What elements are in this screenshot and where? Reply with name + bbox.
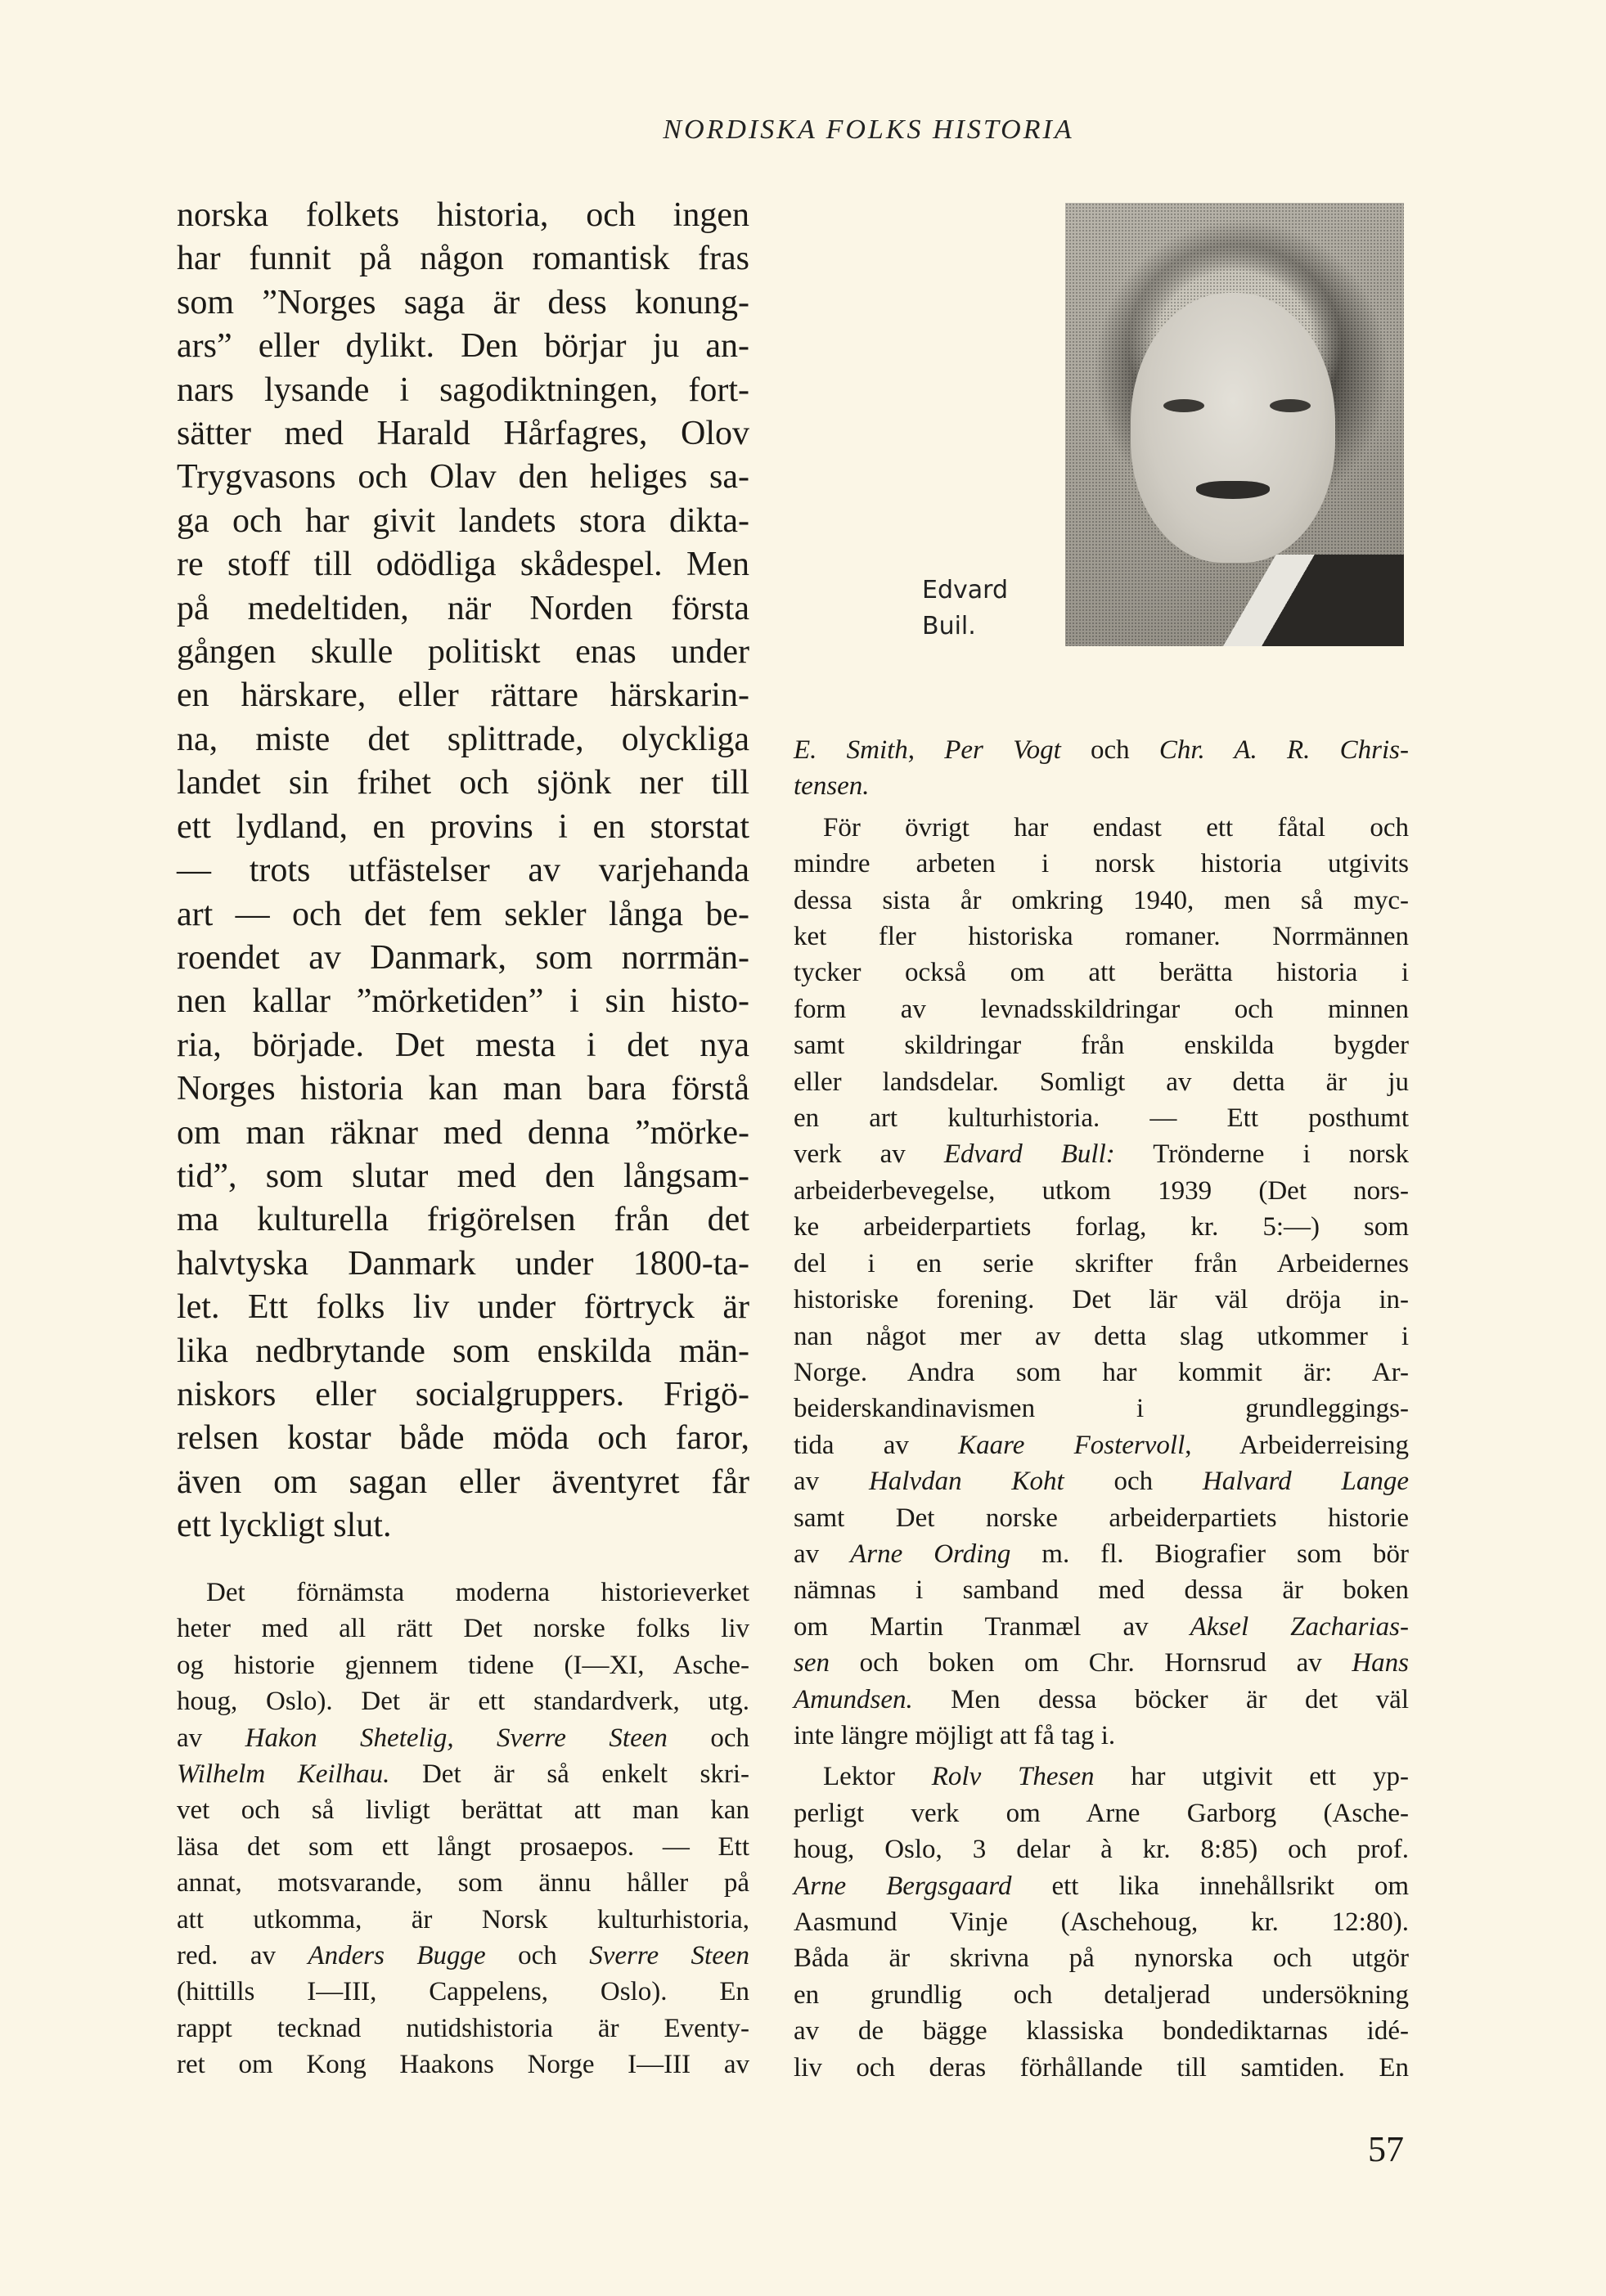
text-run: beiderskandinavismen i grundleggings- bbox=[794, 1394, 1409, 1424]
text-run: roendet av Danmark, som norrmän- bbox=[177, 938, 749, 977]
text-line bbox=[177, 1198, 749, 1242]
text-line bbox=[177, 1575, 749, 1611]
text-run: en grundlig och detaljerad undersökning bbox=[794, 1979, 1409, 2010]
text-run: form av levnadsskildringar och minnen bbox=[794, 994, 1409, 1024]
text-line bbox=[177, 1611, 749, 1647]
text-line bbox=[794, 1246, 1409, 1282]
text-line bbox=[177, 1417, 749, 1460]
text-line bbox=[177, 1286, 749, 1329]
text-line bbox=[177, 1242, 749, 1286]
text-run: ret om Kong Haakons Norge I—III av bbox=[177, 2050, 749, 2080]
text-run: ett lika innehållsrikt om bbox=[1011, 1871, 1410, 1901]
text-run: på medeltiden, när Norden första bbox=[177, 589, 749, 627]
text-line bbox=[177, 631, 749, 674]
italic-text-run: Anders Bugge bbox=[308, 1941, 486, 1971]
portrait-photo bbox=[1065, 203, 1404, 646]
text-line bbox=[177, 1938, 749, 1974]
text-run: tid”, som slutar med den långsam- bbox=[177, 1157, 749, 1195]
text-line bbox=[177, 1974, 749, 2010]
italic-text-run: Chr. A. R. Chris- bbox=[1158, 735, 1409, 765]
text-line bbox=[177, 1756, 749, 1792]
text-run: perligt verk om Arne Garborg (Asche- bbox=[794, 1798, 1409, 1828]
text-line bbox=[794, 1682, 1409, 1718]
page-number: 57 bbox=[1368, 2129, 1404, 2169]
text-run: tycker också om att berätta historia i bbox=[794, 958, 1409, 988]
text-run: av bbox=[794, 1467, 869, 1497]
text-line bbox=[794, 1718, 1409, 1754]
text-line bbox=[177, 980, 749, 1023]
text-run: Trönderne i norsk bbox=[1114, 1139, 1409, 1170]
text-run: nen kallar ”mörketiden” i sin histo- bbox=[177, 982, 749, 1021]
text-run: och bbox=[485, 1941, 590, 1971]
italic-text-run: Arne Ording bbox=[850, 1539, 1011, 1569]
text-run: och bbox=[1060, 735, 1159, 765]
italic-text-run: Kaare Fostervoll bbox=[958, 1430, 1185, 1460]
text-run: Det är så enkelt skri- bbox=[389, 1759, 749, 1790]
text-run: arbeiderbevegelse, utkom 1939 (Det nors- bbox=[794, 1175, 1409, 1206]
italic-text-run: Edvard Bull: bbox=[943, 1139, 1115, 1170]
italic-text-run: Amundsen. bbox=[794, 1684, 913, 1714]
text-run: , Arbeiderreising bbox=[1185, 1430, 1409, 1460]
text-line bbox=[177, 369, 749, 412]
text-line bbox=[794, 1100, 1409, 1136]
text-line bbox=[794, 1609, 1409, 1645]
text-run: Men dessa böcker är det väl bbox=[912, 1684, 1409, 1714]
text-run: historiske forening. Det lär väl dröja in- bbox=[794, 1285, 1409, 1315]
text-line bbox=[794, 1319, 1409, 1355]
text-line bbox=[177, 1902, 749, 1938]
text-run: av bbox=[794, 1539, 851, 1569]
photo-caption-line: Buil. bbox=[922, 612, 976, 640]
italic-text-run: Halvard Lange bbox=[1202, 1467, 1410, 1497]
text-run: ars” eller dylikt. Den börjar ju an- bbox=[177, 327, 749, 366]
italic-text-run: Aksel Zacharias- bbox=[1190, 1611, 1409, 1642]
text-run: halvtyska Danmark under 1800-ta- bbox=[177, 1244, 749, 1283]
photo-caption-line: Edvard bbox=[922, 576, 1008, 604]
italic-text-run: Hans bbox=[1352, 1648, 1409, 1678]
text-run: m. fl. Biografier som bör bbox=[1010, 1539, 1410, 1569]
text-line bbox=[794, 919, 1409, 955]
left-column-small-text bbox=[177, 1575, 749, 2083]
italic-text-run: Wilhelm Keilhau. bbox=[177, 1759, 390, 1790]
text-run: För övrigt har endast ett fåtal och bbox=[823, 812, 1409, 842]
text-line bbox=[794, 846, 1409, 882]
running-head bbox=[0, 115, 1606, 146]
text-run: ma kulturella frigörelsen från det bbox=[177, 1201, 749, 1239]
text-run: houg, Oslo, 3 delar à kr. 8:85) och prof. bbox=[794, 1835, 1409, 1865]
text-line bbox=[794, 1427, 1409, 1463]
text-run: mindre arbeten i norsk historia utgivits bbox=[794, 849, 1409, 879]
text-line bbox=[794, 1209, 1409, 1245]
text-run: samt Det norske arbeiderpartiets historie bbox=[794, 1503, 1409, 1533]
text-run: Norge. Andra som har kommit är: Ar- bbox=[794, 1357, 1409, 1387]
text-line bbox=[794, 1759, 1409, 1795]
text-line bbox=[177, 1504, 749, 1548]
text-run: relsen kostar både möda och faror, bbox=[177, 1419, 749, 1458]
text-run: även om sagan eller äventyret får bbox=[177, 1463, 749, 1501]
italic-text-run: Hakon Shetelig, Sverre Steen bbox=[245, 1723, 668, 1753]
text-line bbox=[177, 1461, 749, 1504]
italic-text-run: sen bbox=[794, 1648, 830, 1678]
text-line bbox=[177, 325, 749, 368]
text-run: landet sin frihet och sjönk ner till bbox=[177, 764, 749, 802]
text-line bbox=[794, 1027, 1409, 1063]
text-run: av de bägge klassiska bondediktarnas idé- bbox=[794, 2016, 1409, 2047]
text-line bbox=[177, 849, 749, 892]
text-line bbox=[794, 1500, 1409, 1536]
text-run: liv och deras förhållande till samtiden. En bbox=[794, 2052, 1409, 2083]
text-run: att utkomma, är Norsk kulturhistoria, bbox=[177, 1904, 749, 1934]
text-line bbox=[177, 1373, 749, 1417]
text-run: let. Ett folks liv under förtryck är bbox=[177, 1288, 749, 1327]
text-run: ett lyckligt slut. bbox=[177, 1507, 392, 1545]
text-line bbox=[177, 718, 749, 762]
text-run: som ”Norges saga är dess konung- bbox=[177, 283, 749, 321]
text-run: om Martin Tranmæl av bbox=[794, 1611, 1190, 1642]
text-run: og historie gjennem tidene (I—XI, Asche- bbox=[177, 1650, 749, 1680]
text-line bbox=[177, 543, 749, 586]
text-line bbox=[794, 1795, 1409, 1831]
text-line bbox=[177, 412, 749, 456]
text-line bbox=[794, 768, 1409, 804]
italic-text-run: Sverre Steen bbox=[589, 1941, 749, 1971]
text-run: rappt tecknad nutidshistoria är Eventy- bbox=[177, 2013, 749, 2043]
italic-text-run: E. Smith, Per Vogt bbox=[794, 735, 1061, 765]
running-head-text: NORDISKA FOLKS HISTORIA bbox=[663, 115, 1074, 145]
portrait-eyes bbox=[1163, 399, 1311, 416]
text-line bbox=[177, 1683, 749, 1719]
text-run: na, miste det splittrade, olyckliga bbox=[177, 720, 749, 758]
text-line bbox=[177, 893, 749, 937]
text-line bbox=[177, 674, 749, 717]
text-line bbox=[177, 1792, 749, 1828]
italic-text-run: Halvdan Koht bbox=[868, 1467, 1064, 1497]
text-line bbox=[177, 1112, 749, 1155]
portrait-coat bbox=[1180, 555, 1404, 646]
text-run: en art kulturhistoria. — Ett posthumt bbox=[794, 1103, 1409, 1134]
text-run: Norges historia kan man bara förstå bbox=[177, 1070, 749, 1108]
text-run: Aasmund Vinje (Aschehoug, kr. 12:80). bbox=[794, 1907, 1409, 1937]
text-line bbox=[794, 1868, 1409, 1904]
text-line bbox=[177, 1024, 749, 1067]
text-line bbox=[794, 1282, 1409, 1318]
text-line bbox=[794, 1904, 1409, 1940]
text-line bbox=[794, 2050, 1409, 2086]
text-line bbox=[794, 1173, 1409, 1209]
text-line bbox=[794, 883, 1409, 919]
text-run: Lektor bbox=[823, 1762, 932, 1792]
photo-caption bbox=[922, 573, 1008, 645]
text-line bbox=[794, 1572, 1409, 1608]
left-column-main-text bbox=[177, 194, 749, 1548]
text-line bbox=[177, 2011, 749, 2047]
text-run: houg, Oslo). Det är ett standardverk, utg. bbox=[177, 1687, 749, 1717]
text-run: av bbox=[177, 1723, 245, 1753]
text-run: läsa det som ett långt prosaepos. — Ett bbox=[177, 1831, 749, 1862]
text-run: heter med all rätt Det norske folks liv bbox=[177, 1614, 749, 1644]
text-line bbox=[794, 991, 1409, 1027]
text-run: ria, började. Det mesta i det nya bbox=[177, 1026, 749, 1064]
text-line bbox=[794, 1831, 1409, 1867]
text-run: (hittills I—III, Cappelens, Oslo). En bbox=[177, 1977, 749, 2007]
text-line bbox=[177, 2047, 749, 2083]
italic-text-run: Arne Bergsgaard bbox=[794, 1871, 1012, 1901]
text-run: sätter med Harald Hårfagres, Olov bbox=[177, 415, 749, 453]
text-run: ett lydland, en provins i en storstat bbox=[177, 807, 749, 846]
text-line bbox=[794, 1064, 1409, 1100]
text-run: gången skulle politiskt enas under bbox=[177, 633, 749, 672]
text-line bbox=[794, 955, 1409, 991]
text-run: del i en serie skrifter från Arbeidernes bbox=[794, 1248, 1409, 1278]
text-run: om man räknar med denna ”mörke- bbox=[177, 1113, 749, 1152]
text-run: dessa sista år omkring 1940, men så myc- bbox=[794, 885, 1409, 915]
text-run: ga och har givit landets stora dikta- bbox=[177, 501, 749, 540]
text-run: Trygvasons och Olav den heliges sa- bbox=[177, 458, 749, 496]
text-run: och bbox=[667, 1723, 749, 1753]
text-run: eller landsdelar. Somligt av detta är ju bbox=[794, 1067, 1409, 1097]
text-line bbox=[794, 1391, 1409, 1427]
text-line bbox=[177, 937, 749, 980]
text-run: en härskare, eller rättare härskarin- bbox=[177, 676, 749, 715]
right-column-text bbox=[794, 732, 1409, 2086]
text-line bbox=[177, 1155, 749, 1198]
text-line bbox=[177, 500, 749, 543]
text-line bbox=[794, 1977, 1409, 2013]
portrait-face bbox=[1131, 293, 1335, 563]
text-line bbox=[794, 2013, 1409, 2049]
text-run: annat, motsvarande, som ännu håller på bbox=[177, 1868, 749, 1898]
text-run: och bbox=[1064, 1467, 1203, 1497]
text-run: nan något mer av detta slag utkommer i bbox=[794, 1321, 1409, 1351]
text-line bbox=[177, 1647, 749, 1683]
italic-text-run: Rolv Thesen bbox=[931, 1762, 1095, 1792]
text-line bbox=[177, 1067, 749, 1111]
text-run: vet och så livligt berättat att man kan bbox=[177, 1795, 749, 1826]
text-line bbox=[177, 1720, 749, 1756]
text-run: har utgivit ett yp- bbox=[1094, 1762, 1409, 1792]
text-line bbox=[177, 1865, 749, 1901]
italic-text-run: tensen. bbox=[794, 771, 870, 802]
text-run: norska folkets historia, och ingen bbox=[177, 196, 749, 234]
text-line bbox=[794, 1136, 1409, 1172]
text-line bbox=[177, 1330, 749, 1373]
text-line bbox=[794, 1463, 1409, 1499]
text-run: red. av bbox=[177, 1941, 308, 1971]
text-line bbox=[177, 587, 749, 631]
text-run: Det förnämsta moderna historieverket bbox=[206, 1578, 749, 1607]
text-run: tida av bbox=[794, 1430, 959, 1460]
text-run: nämnas i samband med dessa är boken bbox=[794, 1575, 1409, 1606]
text-run: — trots utfästelser av varjehanda bbox=[177, 851, 749, 890]
text-line bbox=[177, 237, 749, 281]
text-line bbox=[177, 762, 749, 805]
text-line bbox=[177, 1829, 749, 1865]
text-line bbox=[794, 810, 1409, 846]
text-run: har funnit på någon romantisk fras bbox=[177, 240, 749, 278]
text-line bbox=[794, 1940, 1409, 1976]
text-line bbox=[794, 1645, 1409, 1681]
text-run: re stoff till odödliga skådespel. Men bbox=[177, 546, 749, 584]
text-line bbox=[177, 194, 749, 237]
text-run: lika nedbrytande som enskilda män- bbox=[177, 1332, 749, 1370]
text-run: verk av bbox=[794, 1139, 944, 1170]
text-line bbox=[177, 806, 749, 849]
text-line bbox=[177, 281, 749, 325]
portrait-moustache bbox=[1196, 481, 1270, 499]
text-run: niskors eller socialgruppers. Frigö- bbox=[177, 1375, 749, 1413]
text-line bbox=[794, 732, 1409, 768]
text-run: art — och det fem sekler långa be- bbox=[177, 895, 749, 933]
text-run: Båda är skrivna på nynorska och utgör bbox=[794, 1943, 1409, 1974]
text-run: nars lysande i sagodiktningen, fort- bbox=[177, 371, 749, 409]
text-run: samt skildringar från enskilda bygder bbox=[794, 1031, 1409, 1061]
text-line bbox=[794, 1355, 1409, 1391]
text-line bbox=[794, 1536, 1409, 1572]
text-run: inte längre möjligt att få tag i. bbox=[794, 1720, 1116, 1750]
text-run: ke arbeiderpartiets forlag, kr. 5:—) som bbox=[794, 1212, 1409, 1242]
text-run: ket fler historiska romaner. Norrmännen bbox=[794, 922, 1409, 952]
text-run: och boken om Chr. Hornsrud av bbox=[830, 1648, 1352, 1678]
text-line bbox=[177, 456, 749, 499]
